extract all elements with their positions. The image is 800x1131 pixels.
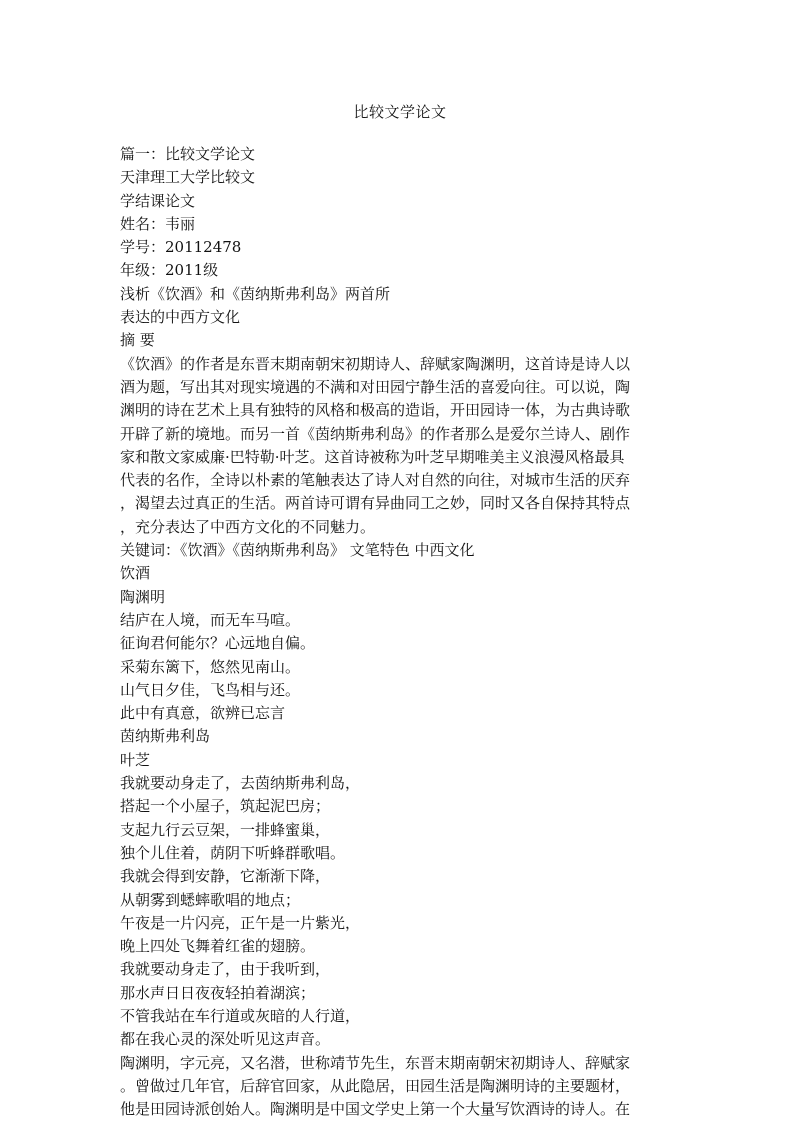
text-line: 浅析《饮酒》和《茵纳斯弗利岛》两首所 [120,284,391,303]
text-line: 不管我站在车行道或灰暗的人行道， [120,1006,361,1025]
text-line: 独个儿住着，荫阴下听蜂群歌唱。 [120,843,346,862]
text-line: 摘 要 [120,331,155,350]
text-line: 山气日夕佳，飞鸟相与还。 [120,680,301,699]
text-line: 我就要动身走了，去茵纳斯弗利岛， [120,774,361,793]
text-line: 结庐在人境，而无车马喧。 [120,610,301,629]
text-line: ，充分表达了中西方文化的不同魅力。 [120,517,376,536]
text-line: 此中有真意，欲辨已忘言 [120,704,286,723]
text-line: 午夜是一片闪亮，正午是一片紫光， [120,913,361,932]
text-line: 那水声日日夜夜轻拍着湖滨； [120,983,316,1002]
text-line: 我就会得到安静，它渐渐下降， [120,867,331,886]
text-line: 姓名：韦丽 [120,214,196,233]
document-body [120,143,676,1121]
text-line: 。曾做过几年官，后辞官回家，从此隐居，田园生活是陶渊明诗的主要题材， [120,1076,631,1095]
text-line: 酒为题，写出其对现实境遇的不满和对田园宁静生活的喜爱向往。可以说，陶 [120,377,631,396]
text-line: 征询君何能尔？心远地自偏。 [120,634,316,653]
text-line: 篇一：比较文学论文 [120,145,256,163]
text-line: 我就要动身走了，由于我听到， [120,960,331,979]
text-line: 家和散文家威廉·巴特勒·叶芝。这首诗被称为叶芝早期唯美主义浪漫风格最具 [120,447,625,466]
text-line: 《饮酒》的作者是东晋末期南朝宋初期诗人、辞赋家陶渊明，这首诗是诗人以 [120,354,631,373]
text-line: 搭起一个小屋子，筑起泥巴房； [120,797,331,816]
document-title: 比较文学论文 [353,103,447,121]
text-line: 年级：2011级 [120,261,219,280]
text-line: 陶渊明 [120,587,166,606]
text-line: 表达的中西方文化 [120,308,241,327]
text-line: 陶渊明，字元亮，又名潜，世称靖节先生，东晋末期南朝宋初期诗人、辞赋家 [120,1053,631,1072]
text-line: 晚上四处飞舞着红雀的翅膀。 [120,937,316,956]
text-line: 学结课论文 [120,191,196,210]
text-line: 都在我心灵的深处听见这声音。 [120,1030,331,1049]
text-line: 采菊东篱下，悠然见南山。 [120,657,301,676]
text-line: 他是田园诗派创始人。陶渊明是中国文学史上第一个大量写饮酒诗的诗人。在 [120,1100,631,1119]
text-line: 支起九行云豆架，一排蜂蜜巢， [120,820,331,839]
text-line: ，渴望去过真正的生活。两首诗可谓有异曲同工之妙，同时又各自保持其特点 [120,494,631,513]
text-line: 学号：20112478 [120,238,242,257]
text-line: 开辟了新的境地。而另一首《茵纳斯弗利岛》的作者那么是爱尔兰诗人、剧作 [120,424,631,443]
text-line: 天津理工大学比较文 [120,168,256,187]
text-line: 茵纳斯弗利岛 [120,727,211,746]
text-line: 饮酒 [120,564,151,583]
text-line: 代表的名作，全诗以朴素的笔触表达了诗人对自然的向往，对城市生活的厌弃 [120,471,631,490]
text-line: 从朝雾到蟋蟀歌唱的地点； [120,890,301,909]
text-line: 关键词：《饮酒》《茵纳斯弗利岛》 文笔特色 中西文化 [120,541,475,560]
text-line: 渊明的诗在艺术上具有独特的风格和极高的造诣，开田园诗一体，为古典诗歌 [120,401,631,420]
text-line: 叶芝 [120,750,151,769]
